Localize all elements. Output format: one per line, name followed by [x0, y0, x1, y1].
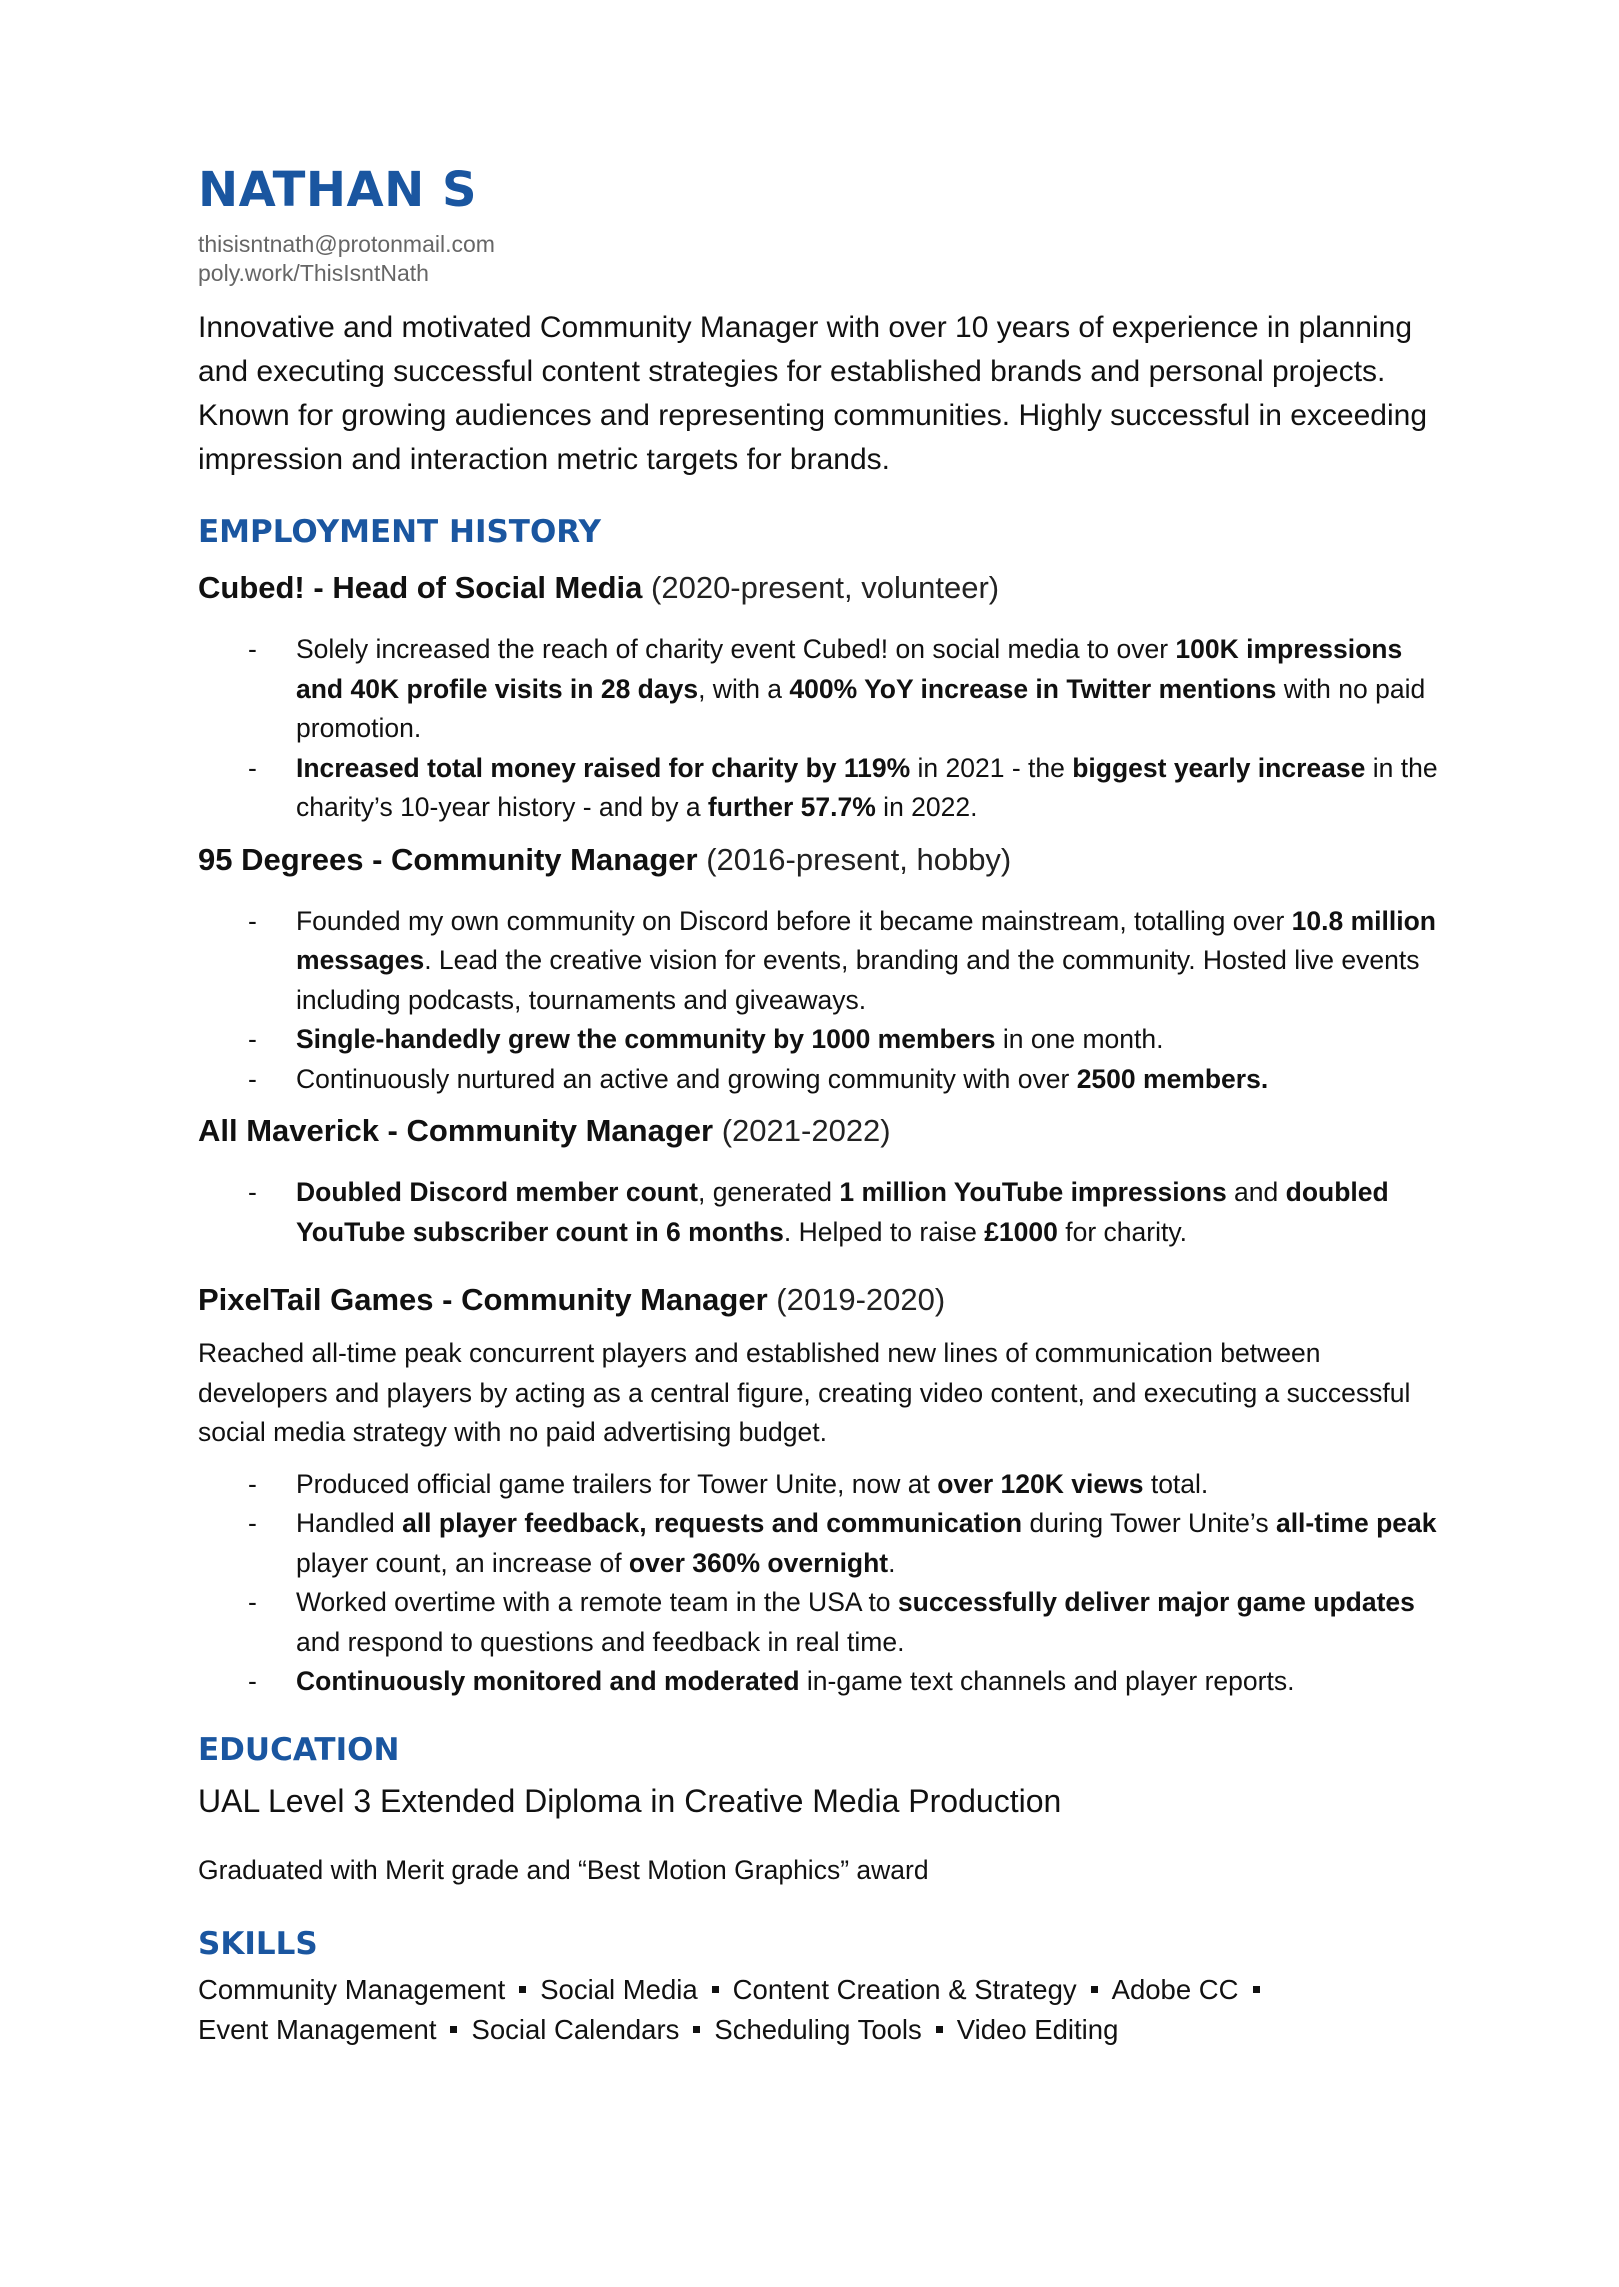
job-role: Community Manager [391, 841, 698, 877]
section-title-skills: SKILLS [198, 1925, 318, 1962]
dash-bullet-icon: - [248, 1587, 257, 1617]
square-bullet-icon [519, 1986, 526, 1993]
bullet-text: . Lead the creative vision for events, branding and the community. Hosted live events including podcasts, tournaments and giveaways. [296, 945, 1420, 1015]
square-bullet-icon [1253, 1986, 1260, 1993]
job-separator: - [304, 570, 333, 605]
bold-highlight: £1000 [984, 1216, 1058, 1247]
section-title-education: EDUCATION [198, 1731, 400, 1768]
skills-line-2 [198, 2010, 1438, 2050]
bullet-text: . Helped to raise [783, 1216, 985, 1247]
job-bullets [198, 1465, 1438, 1702]
bullet-item [198, 1662, 1438, 1702]
bullet-text: in 2022. [875, 792, 978, 822]
dash-bullet-icon: - [248, 1508, 257, 1538]
website-link[interactable]: poly.work/ThisIsntNath [198, 260, 429, 286]
square-bullet-icon [712, 1986, 719, 1993]
resume-page [198, 160, 1438, 2050]
dash-bullet-icon: - [248, 1177, 257, 1207]
job-separator: - [363, 841, 392, 877]
bullet-text: , with a [698, 673, 790, 704]
skill-item: Content Creation & Strategy [732, 1973, 1077, 2005]
skill-item: Social Calendars [471, 2013, 680, 2045]
dash-bullet-icon: - [248, 752, 257, 783]
job-role: Community Manager [406, 1113, 714, 1148]
bullet-text: Solely increased the reach of charity event Cubed! on social media to over [296, 634, 1176, 664]
bullet-text: in 2021 - the [910, 752, 1073, 783]
bold-highlight: 400% YoY increase in Twitter mentions [789, 673, 1277, 704]
bullet-text: in the charity’s 10-year history - and by a [296, 752, 1438, 822]
bullet-text: Founded my own community on Discord before it became mainstream, totalling over [296, 905, 1292, 936]
job-heading [198, 1280, 1438, 1320]
dash-bullet-icon: - [248, 905, 257, 936]
bold-highlight: over 360% overnight [628, 1547, 889, 1578]
contact-block [198, 230, 1438, 288]
bold-highlight: 100K impressions and 40K profile visits in 28 days [296, 634, 1403, 704]
bullet-item [198, 1020, 1438, 1060]
bullet-text: Worked overtime with a remote team in the USA to [296, 1587, 898, 1617]
skill-item: Video Editing [956, 2013, 1119, 2045]
job-company: Cubed! [198, 570, 305, 605]
bold-highlight: 10.8 million messages [296, 905, 1436, 975]
bullet-item [198, 1173, 1438, 1252]
education-note: Graduated with Merit grade and “Best Motion Graphics” award [198, 1854, 929, 1885]
job-entry [198, 568, 1438, 828]
bullet-item [198, 749, 1438, 828]
square-bullet-icon [1091, 1986, 1098, 1993]
bold-highlight: 1 million YouTube impressions [839, 1177, 1227, 1207]
bullet-text: total. [1143, 1468, 1209, 1499]
job-company: PixelTail Games [198, 1282, 434, 1317]
square-bullet-icon [693, 2026, 700, 2033]
bullet-text: and [1226, 1177, 1286, 1207]
bold-highlight: Doubled Discord member count [296, 1177, 698, 1207]
candidate-name: NATHAN S [198, 162, 478, 218]
job-period: (2019-2020) [767, 1282, 946, 1317]
job-bullets [198, 630, 1438, 828]
education-qualification: UAL Level 3 Extended Diploma in Creative Media Production [198, 1782, 1062, 1819]
bold-highlight: Single-handedly grew the community by 1000 members [296, 1024, 996, 1054]
job-period: (2016-present, hobby) [697, 841, 1012, 877]
job-separator: - [378, 1113, 407, 1148]
dash-bullet-icon: - [248, 1063, 257, 1094]
job-company: 95 Degrees [198, 841, 364, 877]
skills-line-1 [198, 1970, 1438, 2010]
bullet-text: , generated [697, 1177, 840, 1207]
dash-bullet-icon: - [248, 1666, 257, 1696]
bullet-item [198, 902, 1438, 1021]
job-heading [198, 568, 1438, 608]
email-link[interactable]: thisisntnath@protonmail.com [198, 231, 495, 257]
job-separator: - [433, 1282, 462, 1317]
employment-list [198, 568, 1438, 1702]
job-period: (2020-present, volunteer) [642, 570, 1000, 605]
bullet-text: during Tower Unite’s [1022, 1508, 1276, 1538]
job-bullets [198, 902, 1438, 1100]
skills-list [198, 1970, 1438, 2050]
job-heading [198, 1111, 1438, 1151]
skill-item: Adobe CC [1111, 1973, 1239, 2005]
skill-item: Scheduling Tools [714, 2013, 922, 2045]
job-heading [198, 840, 1438, 880]
bold-highlight: Increased total money raised for charity by 119% [296, 752, 911, 783]
bullet-text: in one month. [995, 1024, 1164, 1054]
square-bullet-icon [936, 2026, 943, 2033]
skill-item: Social Media [540, 1973, 698, 2005]
section-title-employment: EMPLOYMENT HISTORY [198, 514, 601, 550]
bold-highlight: Continuously monitored and moderated [296, 1666, 800, 1696]
profile-summary: Innovative and motivated Community Manager with over 10 years of experience in planning and executing successful content strategies for established brands and personal projects. Known for growing audiences and representing communities. Highly successful in exceeding impression and interaction metric targets for brands. [198, 311, 1428, 476]
bold-highlight: 2500 members. [1076, 1063, 1269, 1094]
job-role: Head of Social Media [332, 570, 643, 605]
bullet-text: Produced official game trailers for Tower Unite, now at [296, 1468, 938, 1499]
bullet-text: Continuously nurtured an active and growing community with over [296, 1063, 1077, 1094]
dash-bullet-icon: - [248, 1024, 257, 1054]
bullet-text: player count, an increase of [296, 1547, 629, 1578]
dash-bullet-icon: - [248, 634, 257, 664]
job-company: All Maverick [198, 1113, 379, 1148]
bold-highlight: all-time peak [1275, 1508, 1437, 1538]
square-bullet-icon [450, 2026, 457, 2033]
job-role: Community Manager [461, 1282, 768, 1317]
bold-highlight: over 120K views [937, 1468, 1144, 1499]
job-bullets [198, 1173, 1438, 1252]
bullet-text: Handled [296, 1508, 403, 1538]
skill-item: Event Management [198, 2013, 437, 2045]
bold-highlight: all player feedback, requests and communication [402, 1508, 1023, 1538]
bold-highlight: doubled YouTube subscriber count in 6 months [296, 1177, 1389, 1247]
job-entry [198, 1280, 1438, 1702]
job-period: (2021-2022) [713, 1113, 891, 1148]
bold-highlight: successfully deliver major game updates [897, 1587, 1415, 1617]
skill-item: Community Management [198, 1973, 506, 2005]
bullet-text: for charity. [1057, 1216, 1187, 1247]
bold-highlight: further 57.7% [707, 792, 876, 822]
bold-highlight: biggest yearly increase [1072, 752, 1366, 783]
bullet-item [198, 1583, 1438, 1662]
bullet-item [198, 1060, 1438, 1100]
job-intro: Reached all-time peak concurrent players and established new lines of communication between developers and players by acting as a central figure, creating video content, and executing a successful social media strategy with no paid advertising budget. [198, 1338, 1411, 1447]
bullet-text: in-game text channels and player reports. [799, 1666, 1295, 1696]
bullet-item [198, 1465, 1438, 1505]
dash-bullet-icon: - [248, 1468, 257, 1499]
bullet-item [198, 630, 1438, 749]
bullet-text: with no paid promotion. [296, 673, 1426, 743]
job-entry [198, 840, 1438, 1100]
bullet-item [198, 1504, 1438, 1583]
bullet-text: and respond to questions and feedback in real time. [296, 1626, 905, 1657]
job-entry [198, 1111, 1438, 1252]
bullet-text: . [888, 1547, 896, 1578]
